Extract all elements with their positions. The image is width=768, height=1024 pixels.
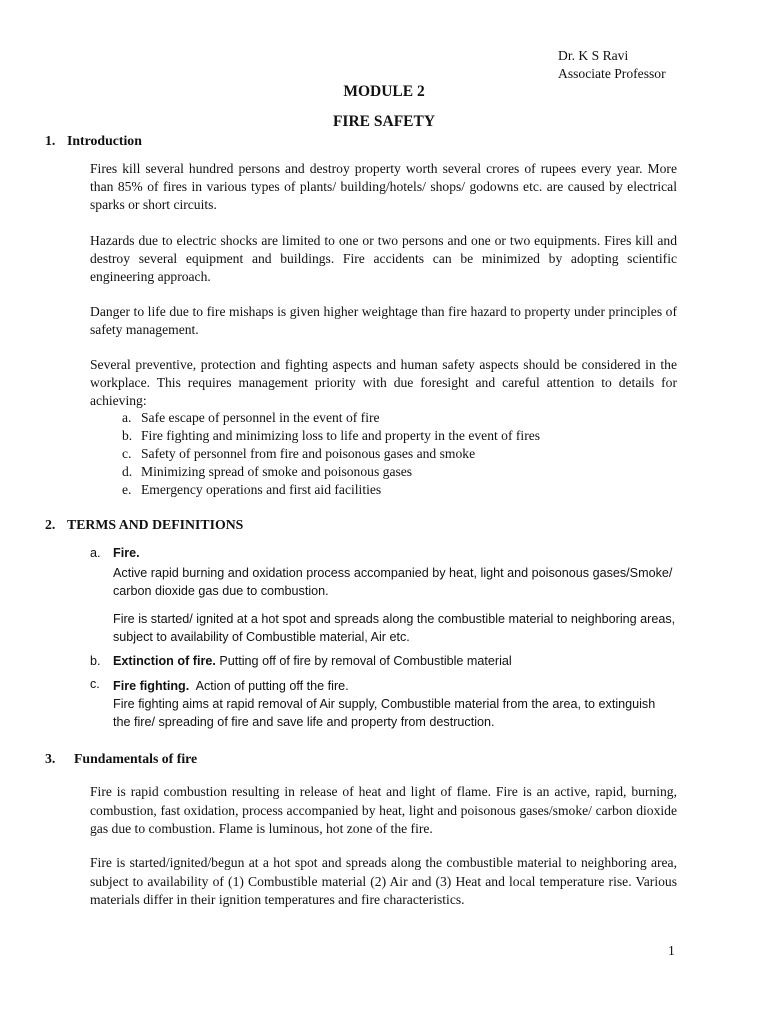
definition-line: the fire/ spreading of fire and save life and property from destruction. xyxy=(113,715,495,729)
section-2-number: 2. xyxy=(45,517,56,532)
definition-fire-fighting xyxy=(113,677,683,731)
definition-fire-text xyxy=(113,564,683,646)
definition-marker-a: a. xyxy=(90,546,101,560)
list-item-text: Safe escape of personnel in the event of fire xyxy=(141,410,380,425)
definition-term: Fire. xyxy=(113,546,140,560)
list-item-text: Safety of personnel from fire and poisonous gases and smoke xyxy=(141,446,476,461)
list-marker: a. xyxy=(122,410,132,425)
list-item xyxy=(122,409,682,427)
definition-line: subject to availability of Combustible material, Air etc. xyxy=(113,630,410,644)
definition-marker-c: c. xyxy=(90,677,100,691)
definition-text: Action of putting off the fire. xyxy=(189,679,349,693)
intro-paragraph-2: Hazards due to electric shocks are limited to one or two persons and one or two equipments. Fires kill and destroy several equipment and buildings. Fire accidents can be minimized by adopting scientific engineering approach. xyxy=(90,233,677,284)
list-item xyxy=(122,463,682,481)
achievement-list xyxy=(122,409,682,499)
module-title: MODULE 2 xyxy=(343,83,425,100)
list-item-text: Minimizing spread of smoke and poisonous gases xyxy=(141,464,413,479)
page-number: 1 xyxy=(668,943,675,958)
section-3-number: 3. xyxy=(45,751,56,766)
section-1-heading xyxy=(45,133,142,149)
list-item xyxy=(122,427,682,445)
definition-text: Putting off of fire by removal of Combustible material xyxy=(215,654,512,668)
document-title: FIRE SAFETY xyxy=(332,113,436,130)
section-3-heading xyxy=(45,751,197,767)
list-marker: c. xyxy=(122,446,132,461)
intro-paragraph-4: Several preventive, protection and fighting aspects and human safety aspects should be considered in the workplace. This requires management priority with due foresight and careful attention to details for achieving: xyxy=(90,357,677,408)
list-item xyxy=(122,445,682,463)
section-2-heading xyxy=(45,517,243,533)
definition-extinction xyxy=(113,654,512,668)
author-title: Associate Professor xyxy=(558,66,666,81)
definition-term: Fire fighting. xyxy=(113,679,190,693)
fundamentals-paragraph-1: Fire is rapid combustion resulting in release of heat and light of flame. Fire is an active, rapid, burning, combustion, fast oxidation, process accompanied by heat, light and poisonous gases/smoke/ carbon dioxide gas due to combustion. Flame is luminous, hot zone of the fire. xyxy=(90,784,677,836)
list-item xyxy=(122,481,682,499)
section-1-number: 1. xyxy=(45,133,56,148)
section-2-title: TERMS AND DEFINITIONS xyxy=(67,517,244,532)
author-block xyxy=(558,47,666,83)
definition-line: Fire fighting aims at rapid removal of Air supply, Combustible material from the area, to extinguish xyxy=(113,697,656,711)
definition-term: Extinction of fire. xyxy=(113,654,216,668)
section-3-title: Fundamentals of fire xyxy=(74,751,198,766)
definition-marker-b: b. xyxy=(90,654,101,668)
definition-line: Fire is started/ ignited at a hot spot and spreads along the combustible material to neighboring areas, xyxy=(113,612,676,626)
intro-paragraph-3: Danger to life due to fire mishaps is given higher weightage than fire hazard to property under principles of safety management. xyxy=(90,304,677,337)
author-name: Dr. K S Ravi xyxy=(558,48,629,63)
list-marker: d. xyxy=(122,464,133,479)
definition-term-fire xyxy=(113,546,140,560)
list-marker: e. xyxy=(122,482,132,497)
list-item-text: Emergency operations and first aid facilities xyxy=(141,482,382,497)
list-marker: b. xyxy=(122,428,133,443)
fundamentals-paragraph-2: Fire is started/ignited/begun at a hot spot and spreads along the combustible material to neighboring area, subject to availability of (1) Combustible material (2) Air and (3) Heat and local temperature rise. Various materials differ in their ignition temperatures and fire characteristics. xyxy=(90,855,677,907)
list-item-text: Fire fighting and minimizing loss to life and property in the event of fires xyxy=(141,428,541,443)
definition-line: carbon dioxide gas due to combustion. xyxy=(113,584,329,598)
section-1-title: Introduction xyxy=(67,133,142,148)
definition-line: Active rapid burning and oxidation process accompanied by heat, light and poisonous gases/Smoke/ xyxy=(113,566,673,580)
intro-paragraph-1: Fires kill several hundred persons and destroy property worth several crores of rupees every year. More than 85% of fires in various types of plants/ building/hotels/ shops/ godowns etc. are caused by electrical sparks or short circuits. xyxy=(90,161,677,212)
